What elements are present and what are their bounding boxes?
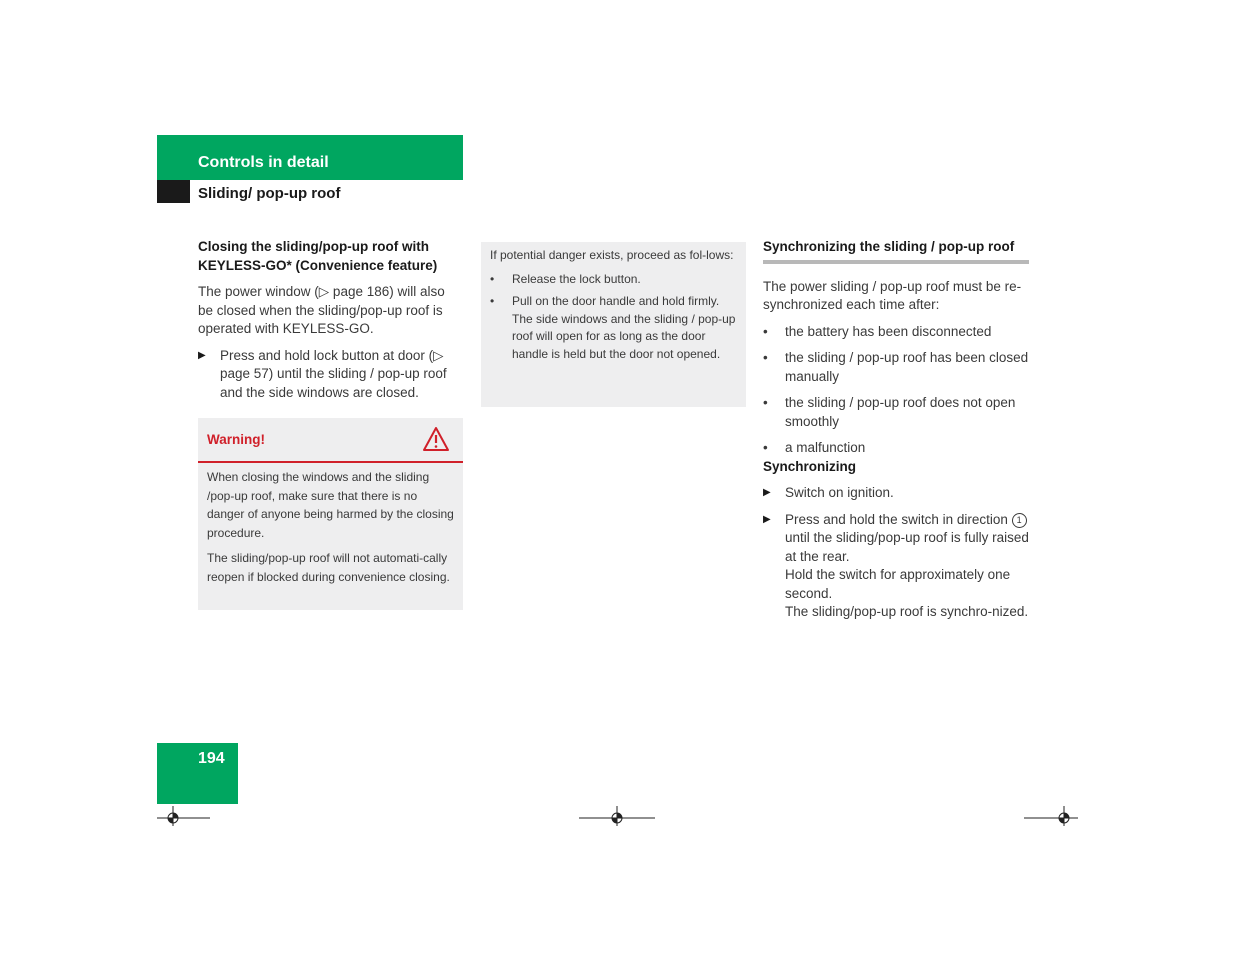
instruction-step — [763, 484, 1029, 503]
bullet-icon: • — [763, 323, 768, 339]
synchronizing-subheading: Synchronizing — [763, 458, 857, 474]
list-item-text: the battery has been disconnected — [785, 323, 992, 339]
step-note: Hold the switch for approximately one second. — [785, 567, 1011, 601]
warning-paragraph: The sliding/pop-up roof will not automati-cally reopen if blocked during convenience closing. — [207, 550, 450, 584]
list-item-text: Pull on the door handle and hold firmly. The side windows and the sliding / pop-up roof will open for as long as the door handle is held but the door not opened. — [512, 294, 736, 361]
registration-mark-icon — [1024, 802, 1078, 826]
bullet-icon: • — [763, 395, 768, 410]
bullet-icon: • — [490, 271, 495, 286]
sync-lead: The power sliding / pop-up roof must be re-synchronized each time after: — [763, 278, 1022, 312]
step-text: Switch on ignition. — [785, 485, 894, 500]
instruction-step — [763, 511, 1029, 567]
warning-header — [198, 418, 463, 463]
list-item-text: a malfunction — [785, 440, 866, 455]
info-intro: If potential danger exists, proceed as fol-lows: — [490, 248, 734, 262]
list-item — [763, 323, 1029, 342]
section-title: Controls in detail — [198, 154, 329, 171]
warning-body — [198, 463, 463, 586]
warning-triangle-icon — [422, 426, 450, 452]
list-item-text: the sliding / pop-up roof does not open smoothly — [785, 395, 1016, 429]
warning-title: Warning! — [207, 432, 265, 447]
keyless-go-heading: Closing the sliding/pop-up roof with KEYLESS-GO* (Convenience feature) — [198, 239, 438, 273]
subsection-title: Sliding/ pop-up roof — [198, 185, 341, 202]
list-item — [763, 439, 1029, 458]
info-body — [481, 242, 746, 363]
list-item — [763, 394, 1029, 431]
step-text: Press and hold lock button at door (▷ page 57) until the sliding / pop-up roof and the side windows are closed. — [220, 347, 447, 400]
list-item — [490, 293, 737, 363]
info-box — [481, 242, 746, 407]
right-column — [763, 238, 1029, 622]
instruction-step — [198, 347, 462, 403]
list-item-text: the sliding / pop-up roof has been closed manually — [785, 350, 1029, 384]
bullet-icon: • — [490, 294, 495, 308]
subsection-marker — [157, 180, 190, 203]
step-arrow-icon: ▶ — [763, 487, 771, 498]
direction-marker-icon: 1 — [1012, 513, 1027, 528]
warning-paragraph: When closing the windows and the sliding /pop-up roof, make sure that there is no danger of anyone being harmed by the closing procedure. — [207, 470, 454, 541]
registration-mark-icon — [579, 802, 655, 826]
sync-heading: Synchronizing the sliding / pop-up roof — [763, 238, 1029, 264]
keyless-go-intro: The power window (▷ page 186) will also be closed when the sliding/pop-up roof is operated with KEYLESS-GO. — [198, 284, 445, 336]
registration-mark-icon — [157, 802, 217, 826]
list-item-text: Release the lock button. — [512, 271, 641, 286]
list-item — [490, 271, 737, 289]
left-column — [198, 238, 462, 402]
step-note: The sliding/pop-up roof is synchro-nized. — [785, 604, 1029, 619]
bullet-icon: • — [763, 440, 768, 455]
page-number: 194 — [198, 750, 225, 767]
step-arrow-icon: ▶ — [763, 513, 771, 525]
step-arrow-icon: ▶ — [198, 349, 206, 361]
bullet-icon: • — [763, 350, 768, 365]
step-text: Press and hold the switch in direction 1 until the sliding/pop-up roof is fully raised at the rear. — [785, 511, 1029, 564]
warning-box — [198, 418, 463, 610]
list-item — [763, 349, 1029, 386]
